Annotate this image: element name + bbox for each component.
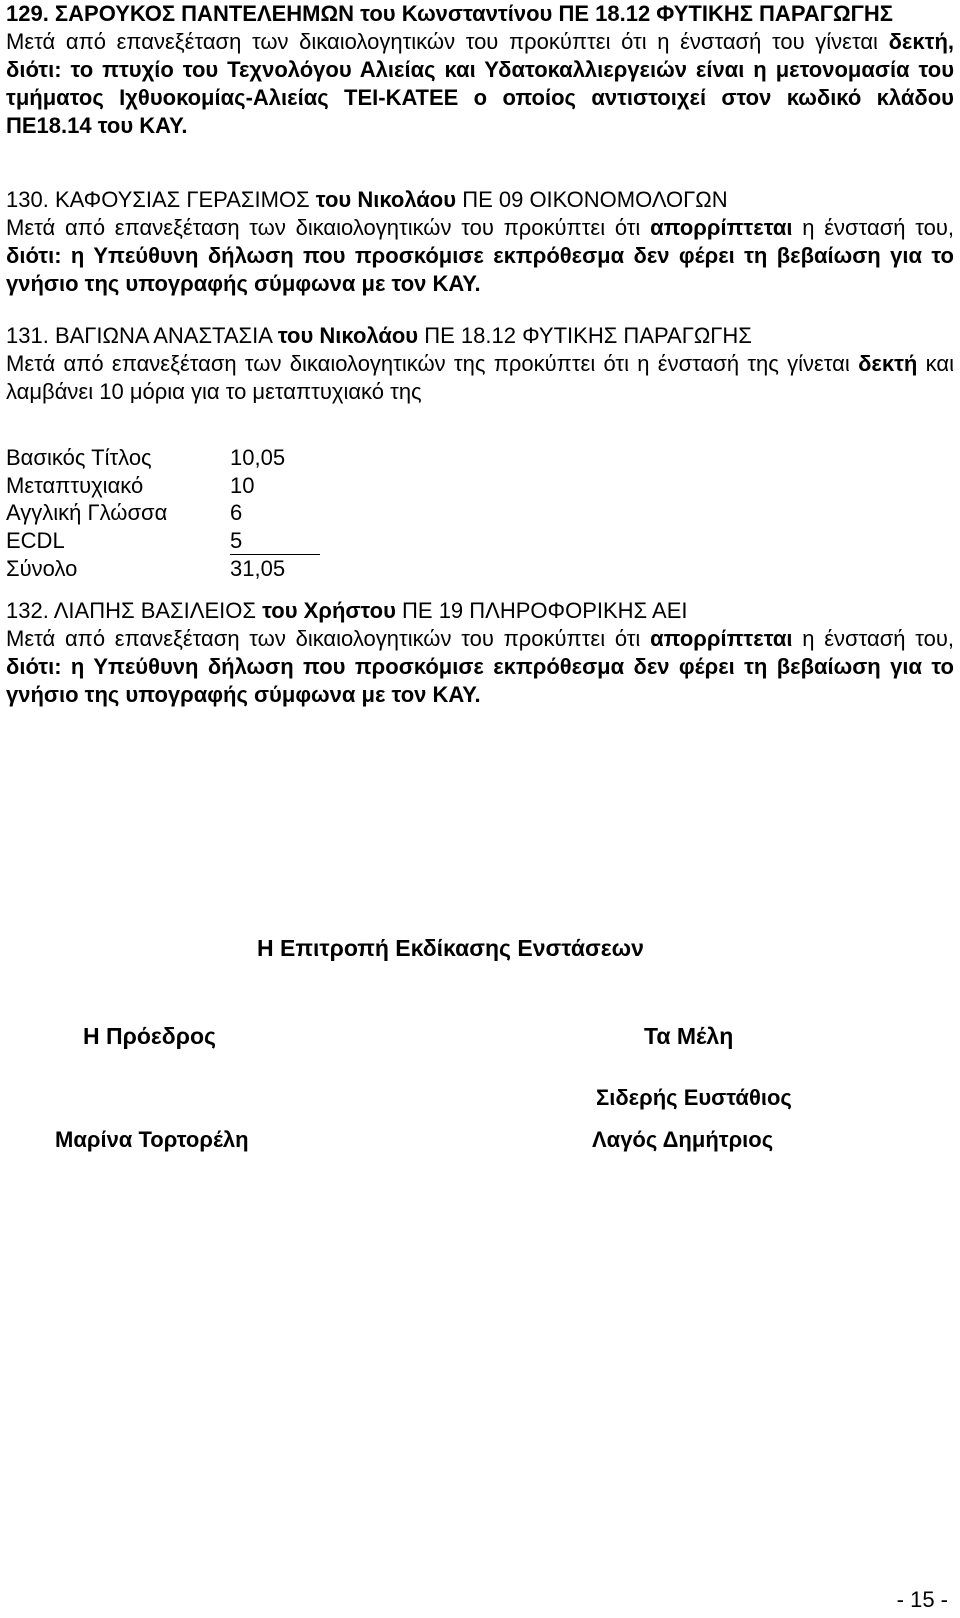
score-label: Μεταπτυχιακό [6,472,144,498]
entry-heading: 129. ΣΑΡΟΥΚΟΣ ΠΑΝΤΕΛΕΗΜΩΝ του Κωνσταντίνου ΠΕ 18.12 ΦΥΤΙΚΗΣ ΠΑΡΑΓΩΓΗΣ [6,1,893,26]
table-row [6,527,320,555]
entry-heading: 131. ΒΑΓΙΩΝΑ ΑΝΑΣΤΑΣΙΑ του Νικολάου ΠΕ 18.12 ΦΥΤΙΚΗΣ ΠΑΡΑΓΩΓΗΣ [6,323,752,348]
table-row [6,444,320,472]
entry-131 [6,322,954,406]
entry-heading: 132. ΛΙΑΠΗΣ ΒΑΣΙΛΕΙΟΣ του Χρήστου ΠΕ 19 ΠΛΗΡΟΦΟΡΙΚΗΣ ΑΕΙ [6,598,688,623]
score-total-label: Σύνολο [6,555,78,581]
table-row [6,472,320,500]
score-value: 10,05 [230,445,286,470]
score-label: ECDL [6,527,65,553]
entry-body: Μετά από επανεξέταση των δικαιολογητικών του προκύπτει ότι απορρίπτεται η ένστασή του, διότι: η Υπεύθυνη δήλωση που προσκόμισε εκπρόθεσμα δεν φέρει τη βεβαίωση για το γνήσιο της υπογραφής σύμφωνα με τον ΚΑΥ. [6,626,955,707]
entry-body: Μετά από επανεξέταση των δικαιολογητικών του προκύπτει ότι απορρίπτεται η ένστασή του, διότι: η Υπεύθυνη δήλωση που προσκόμισε εκπρόθεσμα δεν φέρει τη βεβαίωση για το γνήσιο της υπογραφής σύμφωνα με τον ΚΑΥ. [6,215,955,296]
president-name: Μαρίνα Τορτορέλη [55,1127,249,1152]
score-value: 5 [230,527,320,555]
score-table [6,444,320,583]
page-number: - 15 - [896,1587,948,1612]
entry-heading: 130. ΚΑΦΟΥΣΙΑΣ ΓΕΡΑΣΙΜΟΣ του Νικολάου ΠΕ 09 ΟΙΚΟΝΟΜΟΛΟΓΩΝ [6,187,728,212]
entry-body: Μετά από επανεξέταση των δικαιολογητικών του προκύπτει ότι η ένστασή του γίνεται δεκτή, διότι: το πτυχίο του Τεχνολόγου Αλιείας και Υδατοκαλλιεργειών είναι η μετονομασία του τμήματος Ιχθυοκομίας-Αλιείας ΤΕΙ-ΚΑΤΕΕ ο οποίος αντιστοιχεί στον κωδικό κλάδου ΠΕ18.14 του ΚΑΥ. [6,29,954,138]
committee-title: Η Επιτροπή Εκδίκασης Ενστάσεων [257,935,644,961]
members-label: Τα Μέλη [644,1023,734,1049]
score-value: 6 [230,500,243,525]
entry-132 [6,597,954,709]
member-name-2: Λαγός Δημήτριος [592,1127,774,1152]
table-row [6,555,320,583]
entry-body: Μετά από επανεξέταση των δικαιολογητικών της προκύπτει ότι η ένστασή της γίνεται δεκτή και λαμβάνει 10 μόρια για το μεταπτυχιακό της [6,351,954,404]
score-value: 10 [230,472,255,498]
score-label: Αγγλική Γλώσσα [6,500,168,525]
score-total-value: 31,05 [230,556,286,581]
president-label: Η Πρόεδρος [83,1023,216,1049]
table-row [6,499,320,527]
entry-129 [6,0,954,140]
member-name-1: Σιδερής Ευστάθιος [596,1085,792,1110]
score-label: Βασικός Τίτλος [6,445,152,470]
entry-130 [6,186,954,298]
